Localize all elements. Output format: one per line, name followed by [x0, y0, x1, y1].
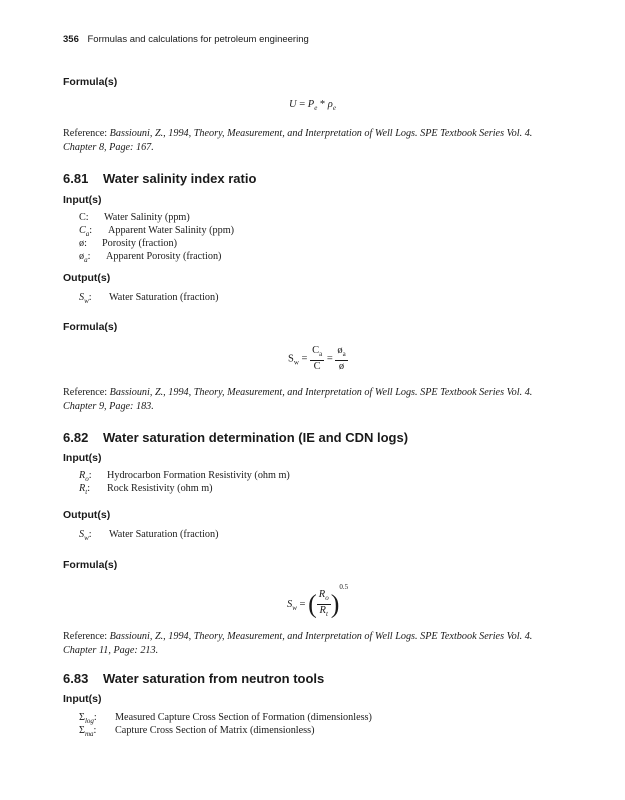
output-description: Water Saturation (fraction) — [109, 292, 219, 303]
section-title: Water saturation determination (IE and CDN logs) — [103, 430, 409, 445]
output-colon: : — [88, 292, 92, 303]
reference-citation: Bassiouni, Z., 1994, Theory, Measurement, and Interpretation of Well Logs. SPE Textbook Series Vol. 4. — [109, 631, 533, 642]
section-number: 6.83 — [63, 671, 89, 686]
input-colon: : — [93, 712, 97, 723]
input-item — [79, 250, 379, 263]
output-item — [79, 528, 379, 541]
fraction — [335, 345, 347, 373]
input-item — [79, 711, 499, 724]
section-heading-6-82 — [63, 430, 408, 445]
formula-operator: * — [319, 99, 326, 110]
input-colon: : — [89, 225, 93, 236]
output-description: Water Saturation (fraction) — [109, 529, 219, 540]
formula-6-82 — [287, 583, 348, 620]
input-subscript: t — [85, 488, 88, 496]
numerator: C — [312, 345, 320, 356]
reference-prefix: Reference: — [63, 631, 108, 642]
input-subscript: a — [85, 230, 90, 238]
section-number: 6.82 — [63, 430, 89, 445]
section-heading-6-81 — [63, 171, 256, 186]
fraction — [317, 589, 331, 620]
input-item — [79, 469, 399, 482]
input-description: Rock Resistivity (ohm m) — [107, 483, 213, 494]
reference-chapter: Chapter 8, Page: 167. — [63, 142, 154, 153]
formula-subscript: e — [332, 104, 336, 112]
input-colon: : — [93, 725, 97, 736]
input-item — [79, 724, 499, 737]
denominator: C — [313, 361, 321, 372]
formula-6-81 — [288, 345, 348, 373]
input-subscript: ma — [84, 730, 94, 738]
formula-operator: = — [301, 353, 308, 365]
denominator: ø — [338, 361, 345, 372]
outputs-label-6-82: Output(s) — [63, 509, 111, 521]
reference-6-81 — [63, 386, 573, 414]
running-header — [63, 34, 309, 45]
numerator: ø — [337, 345, 343, 356]
reference-prefix: Reference: — [63, 387, 108, 398]
outputs-label-6-81: Output(s) — [63, 272, 111, 284]
formula-label-6-82: Formula(s) — [63, 559, 118, 571]
input-symbol: C — [79, 225, 86, 236]
input-item — [79, 211, 379, 224]
formula-operator: = — [326, 353, 333, 365]
input-subscript: a — [84, 256, 88, 264]
reference-chapter: Chapter 11, Page: 213. — [63, 645, 159, 656]
formula-subscript: o — [325, 594, 329, 603]
input-item — [79, 237, 379, 250]
input-symbol: Σ — [79, 725, 85, 736]
section-number: 6.81 — [63, 171, 89, 186]
fraction — [310, 345, 324, 373]
reference-prefix: Reference: — [63, 128, 108, 139]
section-heading-6-83 — [63, 671, 324, 686]
input-symbol: R — [79, 483, 86, 494]
inputs-label-6-83: Input(s) — [63, 693, 102, 705]
input-colon: : — [87, 483, 91, 494]
numerator: R — [318, 589, 326, 601]
formula-symbol: S — [288, 353, 294, 365]
input-symbol: C: — [79, 212, 89, 223]
input-symbol: ø — [79, 251, 85, 262]
output-subscript: w — [84, 534, 89, 542]
formula-label-6-81: Formula(s) — [63, 321, 118, 333]
reference-chapter: Chapter 9, Page: 183. — [63, 401, 154, 412]
formula-symbol: U — [289, 99, 297, 110]
section-title: Water salinity index ratio — [103, 171, 257, 186]
reference-citation: Bassiouni, Z., 1994, Theory, Measurement, and Interpretation of Well Logs. SPE Textbook Series Vol. 4. — [109, 387, 533, 398]
denominator: R — [319, 605, 326, 617]
inputs-label-6-81: Input(s) — [63, 194, 102, 206]
formula-symbol: ρ — [327, 99, 333, 110]
output-symbol: S — [79, 529, 85, 540]
input-description: Apparent Porosity (fraction) — [106, 251, 222, 262]
input-description: Capture Cross Section of Matrix (dimensionless) — [115, 725, 315, 736]
input-symbol: ø: — [79, 238, 87, 249]
formula-exponent: 0.5 — [339, 583, 349, 591]
input-description: Apparent Water Salinity (ppm) — [108, 225, 235, 236]
formula-operator: = — [299, 99, 306, 110]
input-description: Water Salinity (ppm) — [104, 212, 190, 223]
formula-subscript: t — [325, 610, 328, 619]
formula-subscript: w — [293, 358, 299, 367]
formula-label-top: Formula(s) — [63, 76, 118, 88]
page-number: 356 — [63, 34, 79, 45]
input-item — [79, 482, 399, 495]
output-colon: : — [88, 529, 92, 540]
input-subscript: o — [85, 475, 89, 483]
output-symbol: S — [79, 292, 85, 303]
formula-operator: = — [299, 599, 306, 610]
formula-subscript: a — [319, 350, 323, 358]
input-colon: : — [87, 251, 91, 262]
input-colon: : — [88, 470, 92, 481]
formula-symbol: P — [307, 99, 315, 110]
input-description: Measured Capture Cross Section of Formation (dimensionless) — [115, 712, 372, 723]
output-subscript: w — [84, 297, 89, 305]
input-symbol: R — [79, 470, 86, 481]
section-title: Water saturation from neutron tools — [103, 671, 325, 686]
input-item — [79, 224, 379, 237]
inputs-label-6-82: Input(s) — [63, 452, 102, 464]
running-title: Formulas and calculations for petroleum engineering — [87, 34, 309, 45]
reference-citation: Bassiouni, Z., 1994, Theory, Measurement, and Interpretation of Well Logs. SPE Textbook Series Vol. 4. — [109, 128, 533, 139]
formula-subscript: e — [314, 104, 318, 112]
formula-subscript: a — [342, 350, 346, 358]
input-subscript: log — [84, 717, 94, 725]
right-paren: ) — [330, 589, 340, 619]
reference-top — [63, 127, 573, 155]
reference-6-82 — [63, 630, 573, 658]
top-formula — [289, 99, 336, 112]
input-description: Hydrocarbon Formation Resistivity (ohm m) — [107, 470, 290, 481]
formula-subscript: w — [292, 604, 297, 612]
formula-symbol: S — [287, 599, 293, 610]
output-item — [79, 291, 379, 304]
left-paren: ( — [308, 589, 317, 619]
input-description: Porosity (fraction) — [102, 238, 177, 249]
input-symbol: Σ — [79, 712, 85, 723]
